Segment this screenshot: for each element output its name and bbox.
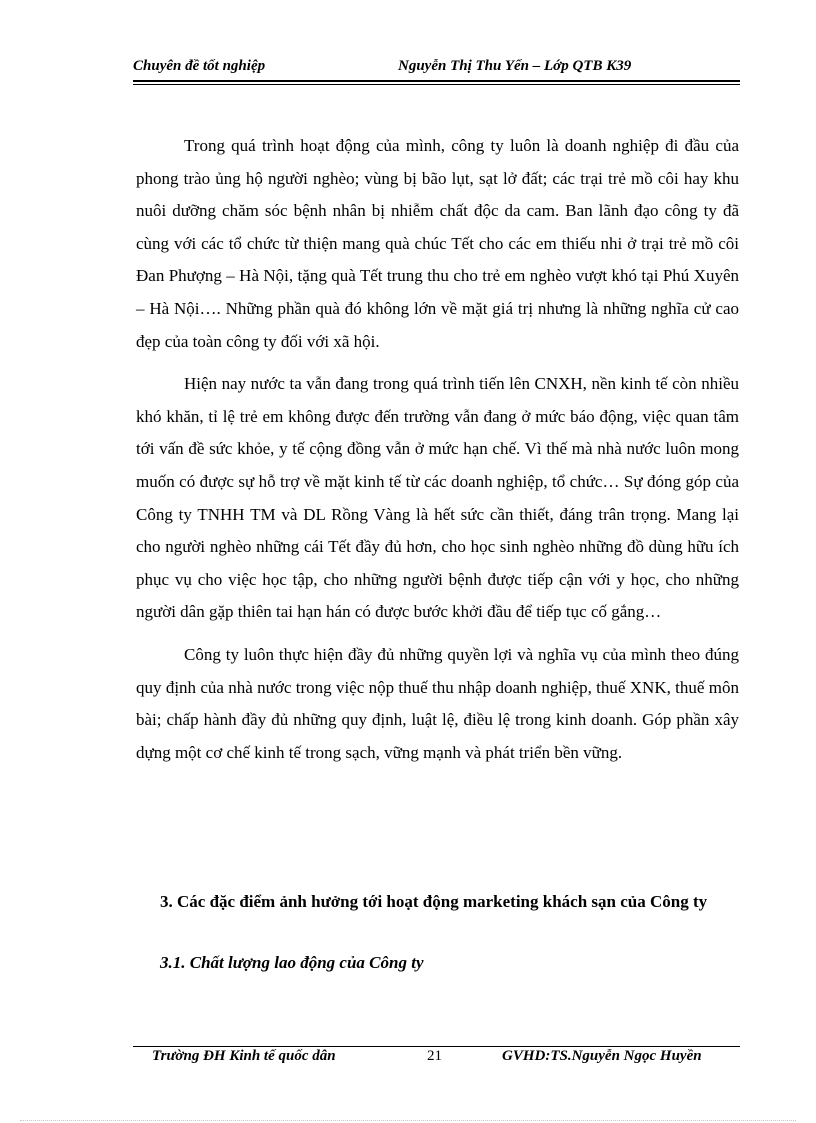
header-right-text: Nguyễn Thị Thu Yến – Lớp QTB K39 — [398, 58, 632, 74]
paragraph: Hiện nay nước ta vẫn đang trong quá trình tiến lên CNXH, nền kinh tế còn nhiều khó khăn, tỉ lệ trẻ em không được đến trường vẫn đang ở mức báo động, việc quan tâm tới vấn đề sức khỏe, y tế cộng đồng vẫn ở mức hạn chế. Vì thế mà nhà nước luôn mong muốn có được sự hỗ trợ về mặt kinh tế từ các doanh nghiệp, tổ chức… Sự đóng góp của Công ty TNHH TM và DL Rồng Vàng là hết sức cần thiết, đáng trân trọng. Mang lại cho người nghèo những cái Tết đầy đủ hơn, cho học sinh nghèo những đồ dùng hữu ích phục vụ cho việc học tập, cho những người bệnh được tiếp cận với y học, cho những người dân gặp thiên tai hạn hán có được bước khởi đầu để tiếp tục cố gắng… — [136, 374, 739, 622]
document-body — [136, 130, 739, 779]
header-divider-thin — [133, 84, 740, 85]
subsection-heading: 3.1. Chất lượng lao động của Công ty — [160, 953, 424, 972]
page-number: 21 — [427, 1048, 442, 1064]
footer-right-text: GVHD:TS.Nguyễn Ngọc Huyền — [502, 1048, 702, 1064]
footer-divider — [133, 1046, 740, 1047]
header-divider — [133, 80, 740, 82]
page-edge-divider — [20, 1120, 796, 1121]
section-heading: 3. Các đặc điểm ảnh hưởng tới hoạt động marketing khách sạn của Công ty — [160, 892, 708, 911]
footer-left-text: Trường ĐH Kinh tế quốc dân — [152, 1048, 336, 1064]
paragraph: Trong quá trình hoạt động của mình, công ty luôn là doanh nghiệp đi đầu của phong trào ủng hộ người nghèo; vùng bị bão lụt, sạt lở đất; các trại trẻ mồ côi hay khu nuôi dưỡng chăm sóc bệnh nhân bị nhiễm chất độc da cam. Ban lãnh đạo công ty đã cùng với các tổ chức từ thiện mang quà chúc Tết cho các em thiếu nhi ở trại trẻ mồ côi Đan Phượng – Hà Nội, tặng quà Tết trung thu cho trẻ em nghèo vượt khó tại Phú Xuyên – Hà Nội…. Những phần quà đó không lớn về mặt giá trị nhưng là những nghĩa cử cao đẹp của toàn công ty đối với xã hội. — [136, 136, 739, 351]
paragraph: Công ty luôn thực hiện đầy đủ những quyền lợi và nghĩa vụ của mình theo đúng quy định của nhà nước trong việc nộp thuế thu nhập doanh nghiệp, thuế XNK, thuế môn bài; chấp hành đầy đủ những quy định, luật lệ, điều lệ trong kinh doanh. Góp phần xây dựng một cơ chế kinh tế trong sạch, vững mạnh và phát triển bền vững. — [136, 644, 739, 762]
header-left-text: Chuyên đề tốt nghiệp — [133, 58, 266, 74]
